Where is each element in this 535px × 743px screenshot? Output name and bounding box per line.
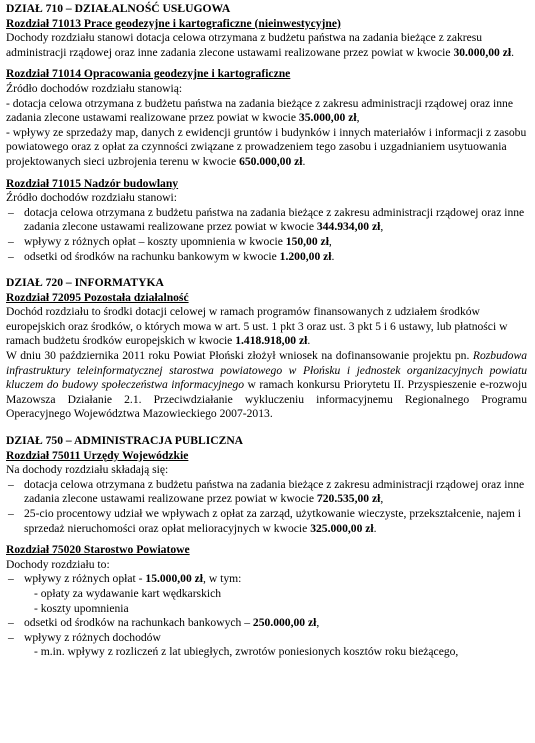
chapter-75020-intro: Dochody rozdziału to: bbox=[6, 557, 110, 571]
chapter-71013-text: Dochody rozdziału stanowi dotacja celowa otrzymana z budżetu państwa na zadania bieżące z zakresu administracji rządowej oraz inne zadania zlecone ustawami realizowane przez powiat w kwocie 30.000,00 zł. bbox=[6, 31, 514, 59]
chapter-75020-item-1: – wpływy z różnych opłat - 15.000,00 zł, w tym: bbox=[6, 572, 527, 587]
chapter-75011-title: Rozdział 75011 Urzędy Wojewódzkie bbox=[6, 448, 189, 462]
section-720-title: DZIAŁ 720 – INFORMATYKA bbox=[6, 276, 164, 290]
chapter-71014-item-1: - dotacja celowa otrzymana z budżetu państwa na zadania bieżące z zakresu administracji rządowej oraz inne zadania zlecone ustawami realizowane przez powiat w kwocie 35.000,00 zł, bbox=[6, 96, 513, 125]
chapter-75020-item-2: – odsetki od środków na rachunkach bankowych – 250.000,00 zł, bbox=[6, 616, 527, 631]
chapter-75020-sub-1: - opłaty za wydawanie kart wędkarskich bbox=[34, 586, 222, 600]
chapter-75020-sub-3: - m.in. wpływy z rozliczeń z lat ubiegłych, zwrotów poniesionych kosztów roku bieżącego, bbox=[34, 645, 459, 659]
section-750-title: DZIAŁ 750 – ADMINISTRACJA PUBLICZNA bbox=[6, 434, 244, 448]
chapter-71015-item-3: – odsetki od środków na rachunku bankowym w kwocie 1.200,00 zł. bbox=[6, 250, 527, 265]
chapter-71015-intro: Źródło dochodów rozdziału stanowi: bbox=[6, 191, 177, 205]
section-710-title: DZIAŁ 710 – DZIAŁALNOŚĆ USŁUGOWA bbox=[6, 2, 231, 15]
chapter-72095-paragraph-2: W dniu 30 października 2011 roku Powiat Płoński złożył wniosek na dofinansowanie projektu pn. Rozbudowa infrastruktury teleinformatycznej starostwa powiatowego w Płońsku i jednostek organizacyjnych powiatu kluczem do budowy społeczeństwa informacyjnego w ramach konkursu Priorytetu II. Przyspieszenie e-rozwoju Mazowsza Działanie 2.1. Przeciwdziałanie wykluczeniu informacyjnemu Regionalnego Programu Operacyjnego Województwa Mazowieckiego 2007-2013. bbox=[6, 349, 527, 421]
chapter-71014-item-2: - wpływy ze sprzedaży map, danych z ewidencji gruntów i budynków i innych materiałów i informacji z zasobu powiatowego oraz z opłat za czynności związane z prowadzeniem tego zasobu i uzgadnianiem usytuowania projektowanych sieci uzbrojenia terenu w kwocie 650.000,00 zł. bbox=[6, 125, 527, 168]
chapter-71014-title: Rozdział 71014 Opracowania geodezyjne i kartograficzne bbox=[6, 67, 291, 81]
chapter-75020-sub-2: - koszty upomnienia bbox=[34, 601, 129, 615]
chapter-71015-item-2: – wpływy z różnych opłat – koszty upomnienia w kwocie 150,00 zł, bbox=[6, 235, 527, 250]
chapter-72095-title: Rozdział 72095 Pozostała działalność bbox=[6, 290, 189, 304]
chapter-75020-title: Rozdział 75020 Starostwo Powiatowe bbox=[6, 543, 190, 557]
chapter-71013-amount: 30.000,00 zł bbox=[453, 45, 512, 59]
chapter-75011-intro: Na dochody rozdziału składają się: bbox=[6, 463, 169, 477]
chapter-75011-item-2: – 25-cio procentowy udział we wpływach z opłat za zarząd, użytkowanie wieczyste, przekształcenie, najem i sprzedaż nieruchomości oraz opłat melioracyjnych w kwocie 325.000,00 zł. bbox=[6, 507, 527, 536]
chapter-72095-text: Dochód rozdziału to środki dotacji celowej w ramach programów finansowanych z udziałem środków europejskich oraz środków, o których mowa w art. 5 ust. 1 pkt 3 oraz ust. 3 pkt 5 i 6 ustawy, lub płatności w ramach budżetu środków europejskich w kwocie 1.418.918,00 zł. bbox=[6, 305, 508, 348]
chapter-71014-intro: Źródło dochodów rozdziału stanowią: bbox=[6, 81, 183, 95]
chapter-71015-title: Rozdział 71015 Nadzór budowlany bbox=[6, 176, 179, 190]
project-title: Rozbudowa infrastruktury teleinformatycznej starostwa powiatowego w Płońsku i jednostek organizacyjnych powiatu kluczem do budowy społeczeństwa informacyjnego bbox=[6, 349, 527, 392]
chapter-71015-item-1: – dotacja celowa otrzymana z budżetu państwa na zadania bieżące z zakresu administracji rządowej oraz inne zadania zlecone ustawami realizowane przez powiat w kwocie 344.934,00 zł, bbox=[6, 206, 527, 235]
chapter-75011-item-1: – dotacja celowa otrzymana z budżetu państwa na zadania bieżące z zakresu administracji rządowej oraz inne zadania zlecone ustawami realizowane przez powiat w kwocie 720.535,00 zł, bbox=[6, 478, 527, 507]
chapter-71013-title: Rozdział 71013 Prace geodezyjne i kartograficzne (nieinwestycyjne) bbox=[6, 16, 341, 30]
chapter-75020-item-3: – wpływy z różnych dochodów bbox=[6, 631, 527, 646]
